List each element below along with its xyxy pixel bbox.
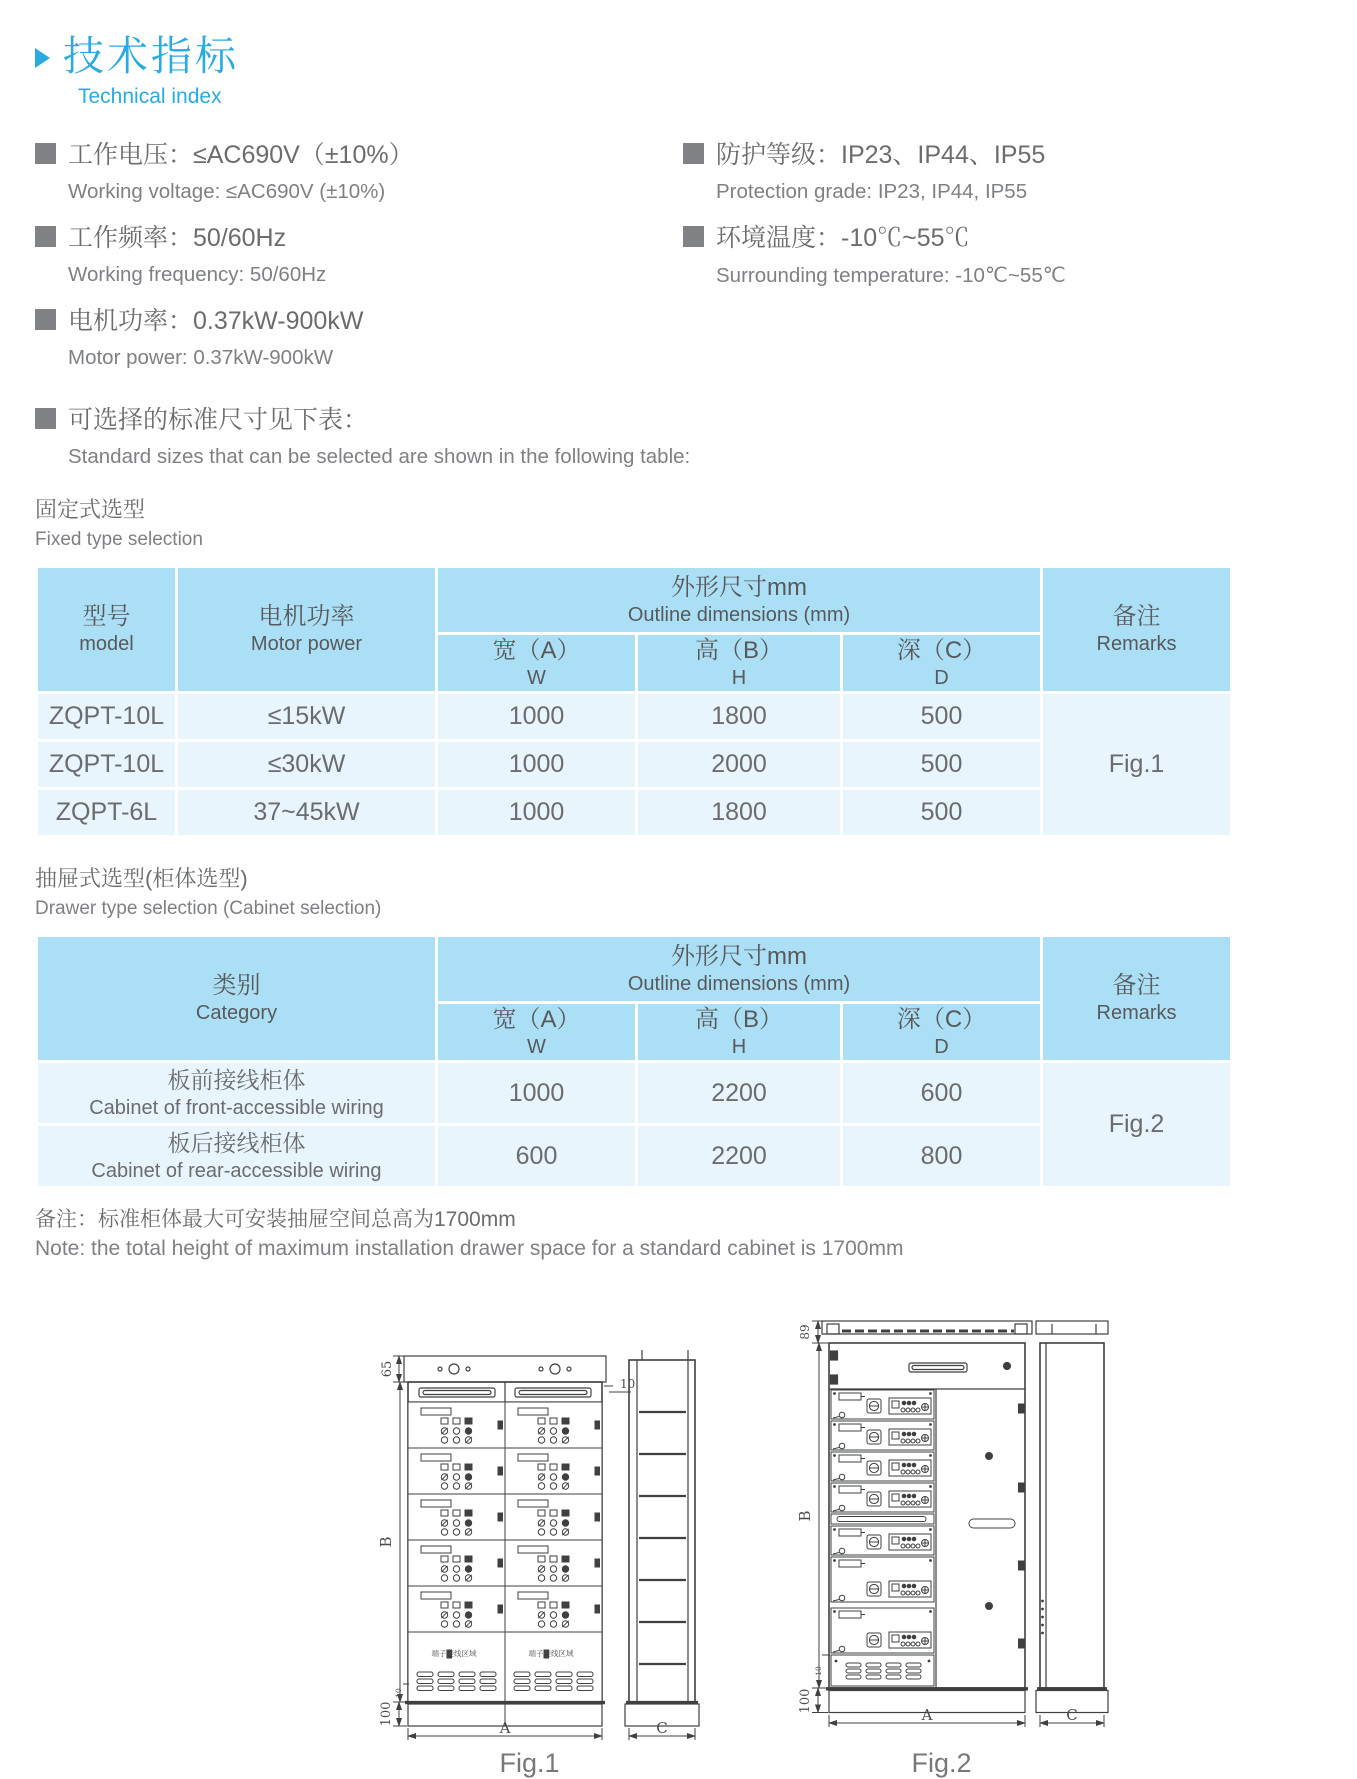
spec-list (35, 135, 1230, 384)
col-header-height: 高（B） H (637, 634, 842, 693)
spec-en: Working voltage: ≤AC690V (±10%) (68, 180, 386, 204)
terminal-area-label: 端子接线区域 (431, 1649, 477, 1659)
page-title: 技术指标 (63, 33, 239, 79)
spec-zh: 工作电压：≤AC690V（±10%） (68, 141, 414, 170)
fig2-dim-base: 100 (798, 1688, 813, 1714)
spec-column-right (683, 135, 1230, 384)
col-header-height: 高（B） H (637, 1003, 842, 1062)
spec-item-motor-power (35, 301, 683, 370)
spec-item-frequency (35, 218, 683, 287)
cell-power: 37~45kW (177, 789, 437, 837)
cell-depth: 500 (842, 789, 1042, 837)
cell-model: ZQPT-6L (37, 789, 177, 837)
fig2-dim-height: B (796, 1510, 814, 1522)
cell-depth: 800 (842, 1125, 1042, 1188)
cell-height: 2000 (637, 741, 842, 789)
fixed-cabinet-drawing (357, 1326, 702, 1741)
note-en: Note: the total height of maximum installation drawer space for a standard cabinet is 1700mm (35, 1237, 904, 1261)
terminal-area-label: 端子接线区域 (528, 1649, 574, 1659)
square-bullet-icon (683, 226, 704, 247)
cell-depth: 500 (842, 741, 1042, 789)
col-header-category: 类别 Category (37, 936, 437, 1062)
square-bullet-icon (683, 143, 704, 164)
col-header-remarks: 备注 Remarks (1042, 567, 1232, 693)
cell-category: 板前接线柜体 Cabinet of front-accessible wiring (37, 1062, 437, 1125)
section-title-zh: 抽屉式选型(柜体选型) (35, 866, 248, 892)
table-row (37, 1062, 1232, 1125)
table-note (35, 1203, 1230, 1261)
fig2-dim-vent: 10 (814, 1666, 823, 1676)
spec-en: Surrounding temperature: -10℃~55℃ (716, 264, 1066, 288)
spec-item-standard-sizes (35, 400, 1230, 469)
cell-remark: Fig.2 (1042, 1062, 1232, 1188)
square-bullet-icon (35, 309, 56, 330)
figure-1 (357, 1326, 702, 1779)
col-header-width: 宽（A） W (437, 634, 637, 693)
fixed-type-table (35, 565, 1233, 838)
spec-item-temperature (683, 218, 1230, 288)
cell-power: ≤15kW (177, 693, 437, 741)
col-header-remarks: 备注 Remarks (1042, 936, 1232, 1062)
spec-en: Standard sizes that can be selected are shown in the following table: (68, 445, 691, 469)
cell-remark: Fig.1 (1042, 693, 1232, 837)
fig2-dim-depth: C (1066, 1706, 1078, 1725)
square-bullet-icon (35, 226, 56, 247)
cell-width: 1000 (437, 789, 637, 837)
spec-column-left (35, 135, 683, 384)
drawer-cabinet-drawing (774, 1271, 1109, 1741)
col-header-outline-dimensions: 外形尺寸mm Outline dimensions (mm) (437, 567, 1042, 634)
cell-height: 2200 (637, 1062, 842, 1125)
cell-category: 板后接线柜体 Cabinet of rear-accessible wiring (37, 1125, 437, 1188)
cell-depth: 500 (842, 693, 1042, 741)
title-arrow-icon (35, 48, 50, 68)
fig2-dim-width: A (921, 1706, 933, 1725)
col-header-depth: 深（C） D (842, 1003, 1042, 1062)
spec-en: Motor power: 0.37kW-900kW (68, 346, 334, 370)
cell-model: ZQPT-10L (37, 693, 177, 741)
col-header-model: 型号 model (37, 567, 177, 693)
fig1-dim-vent: 10 (394, 1688, 403, 1698)
fig1-dim-width: A (499, 1719, 511, 1738)
figures (357, 1271, 1230, 1779)
cell-height: 1800 (637, 693, 842, 741)
spec-zh: 工作频率：50/60Hz (68, 224, 287, 253)
spec-item-voltage (35, 135, 683, 204)
cell-model: ZQPT-10L (37, 741, 177, 789)
spec-zh: 可选择的标准尺寸见下表： (68, 406, 369, 435)
col-header-depth: 深（C） D (842, 634, 1042, 693)
section-title-zh: 固定式选型 (35, 497, 146, 523)
spec-en: Working frequency: 50/60Hz (68, 263, 327, 287)
col-header-width: 宽（A） W (437, 1003, 637, 1062)
square-bullet-icon (35, 143, 56, 164)
fig2-dim-cap: 89 (798, 1324, 812, 1340)
fig1-dim-depth: C (656, 1719, 668, 1738)
cell-power: ≤30kW (177, 741, 437, 789)
figure-2 (774, 1271, 1109, 1779)
col-header-outline-dimensions: 外形尺寸mm Outline dimensions (mm) (437, 936, 1042, 1003)
cell-width: 1000 (437, 693, 637, 741)
figure-1-caption: Fig.1 (499, 1748, 560, 1779)
cell-depth: 600 (842, 1062, 1042, 1125)
cell-width: 1000 (437, 741, 637, 789)
spec-zh: 环境温度：-10℃~55℃ (716, 224, 970, 253)
cell-height: 1800 (637, 789, 842, 837)
spec-en: Protection grade: IP23, IP44, IP55 (716, 180, 1028, 204)
section-fixed-type (35, 493, 1230, 551)
figure-2-caption: Fig.2 (911, 1748, 972, 1779)
section-title-en: Drawer type selection (Cabinet selection) (35, 898, 382, 920)
note-zh: 备注：标准柜体最大可安装抽屉空间总高为1700mm (35, 1208, 516, 1232)
cell-width: 600 (437, 1125, 637, 1188)
fig1-dim-gap: 10 (620, 1377, 636, 1392)
col-header-motor-power: 电机功率 Motor power (177, 567, 437, 693)
fig1-dim-cap: 65 (380, 1360, 395, 1378)
fig1-dim-base: 100 (379, 1701, 394, 1727)
cell-height: 2200 (637, 1125, 842, 1188)
page-header (35, 34, 1230, 109)
spec-zh: 电机功率：0.37kW-900kW (68, 307, 364, 336)
section-title-en: Fixed type selection (35, 529, 203, 551)
cell-width: 1000 (437, 1062, 637, 1125)
drawer-type-table (35, 934, 1233, 1189)
fig1-dim-height: B (377, 1536, 395, 1548)
page-subtitle: Technical index (78, 85, 222, 109)
square-bullet-icon (35, 408, 56, 429)
table-row (37, 693, 1232, 741)
spec-item-protection-grade (683, 135, 1230, 204)
spec-zh: 防护等级：IP23、IP44、IP55 (716, 141, 1046, 170)
section-drawer-type (35, 862, 1230, 920)
